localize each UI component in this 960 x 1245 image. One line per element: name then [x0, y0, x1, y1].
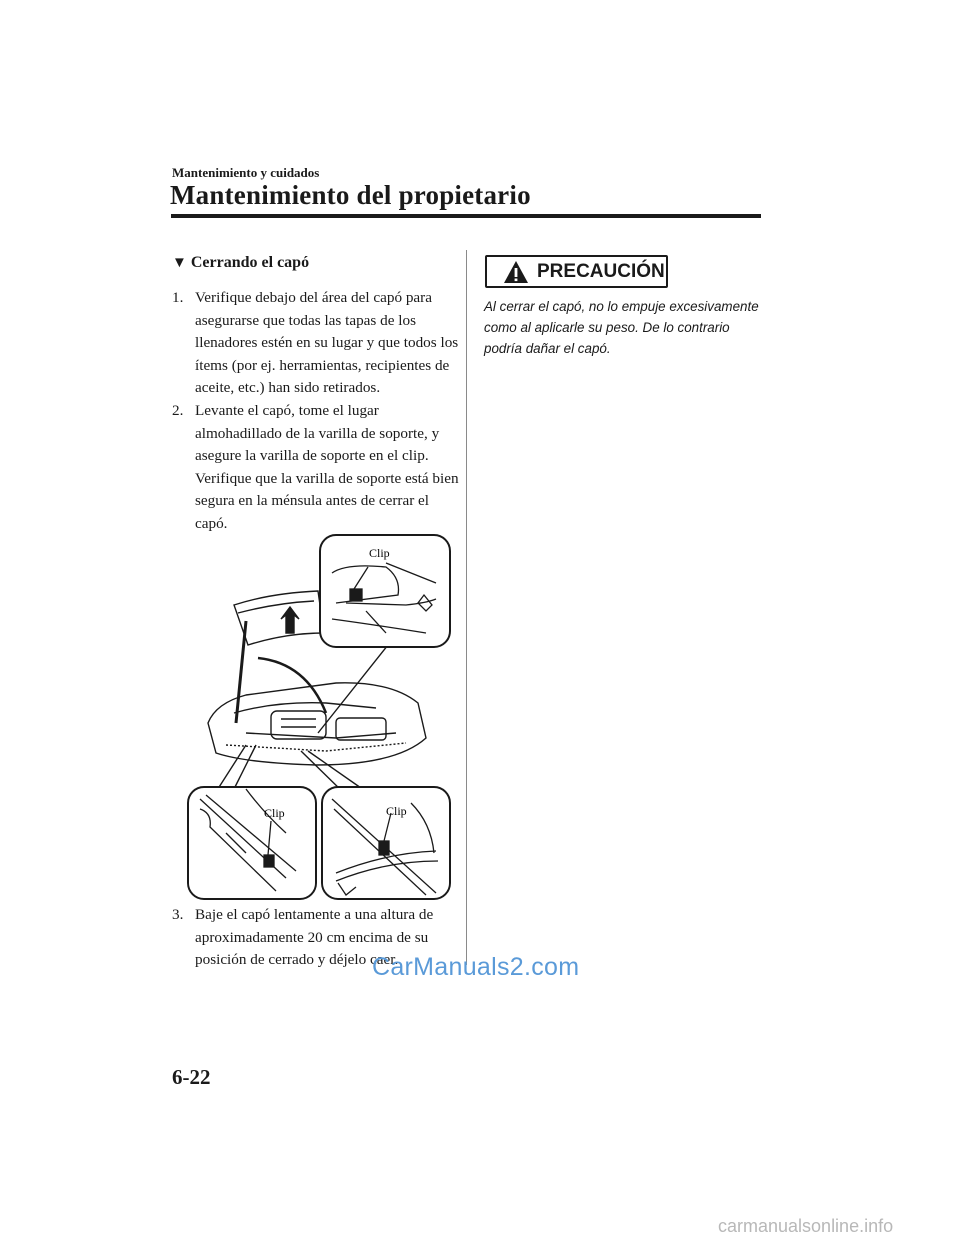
step-2 — [172, 400, 462, 536]
title-rule — [171, 214, 761, 218]
step-number: 2. — [172, 401, 184, 419]
step-1 — [172, 287, 462, 400]
page-number: 6-22 — [172, 1065, 211, 1089]
inset-bottom-right — [322, 787, 450, 899]
figure-label: Clip — [386, 804, 407, 818]
step-number: 3. — [172, 906, 184, 923]
step-number: 1. — [172, 289, 184, 306]
column-divider — [466, 250, 467, 965]
hood-support-rod-figure — [186, 533, 452, 901]
triangle-marker-icon: ▼ — [172, 254, 187, 271]
inset-bottom-left — [188, 787, 316, 899]
page-title: Mantenimiento del propietario — [170, 180, 531, 210]
subsection-title: Cerrando el capó — [190, 254, 310, 271]
section-name: Mantenimiento y cuidados — [172, 165, 320, 180]
step-text: Levante el capó, tome el lugar almohadillado de la varilla de soporte, y asegure la varilla de soporte en el clip. Verifique que la varilla de soporte está bien segura en la ménsula antes de cerrar el capó. — [195, 401, 459, 532]
steps-list — [172, 287, 462, 536]
caution-box — [485, 255, 668, 288]
warning-triangle-icon — [503, 260, 529, 284]
caution-text: Al cerrar el capó, no lo empuje excesivamente como al aplicarle su peso. De lo contrario podría dañar el capó. — [484, 299, 759, 357]
watermark-logo: CarManuals2.com — [372, 953, 580, 981]
inset-top — [320, 535, 450, 647]
subsection-heading — [172, 254, 309, 272]
figure-label: Clip — [264, 806, 285, 820]
step-text: Baje el capó lentamente a una altura de aproximadamente 20 cm encima de su posición de cerrado y déjelo caer. — [195, 906, 434, 969]
caution-label: PRECAUCIÓN — [537, 260, 665, 282]
figure-label: Clip — [369, 546, 390, 560]
step-text: Verifique debajo del área del capó para asegurarse que todas las tapas de los llenadores estén en su lugar y que todos los ítems (por ej. herramientas, recipientes de aceite, etc.) han sido retirados. — [195, 289, 459, 397]
footer-site-watermark: carmanualsonline.info — [718, 1216, 894, 1236]
